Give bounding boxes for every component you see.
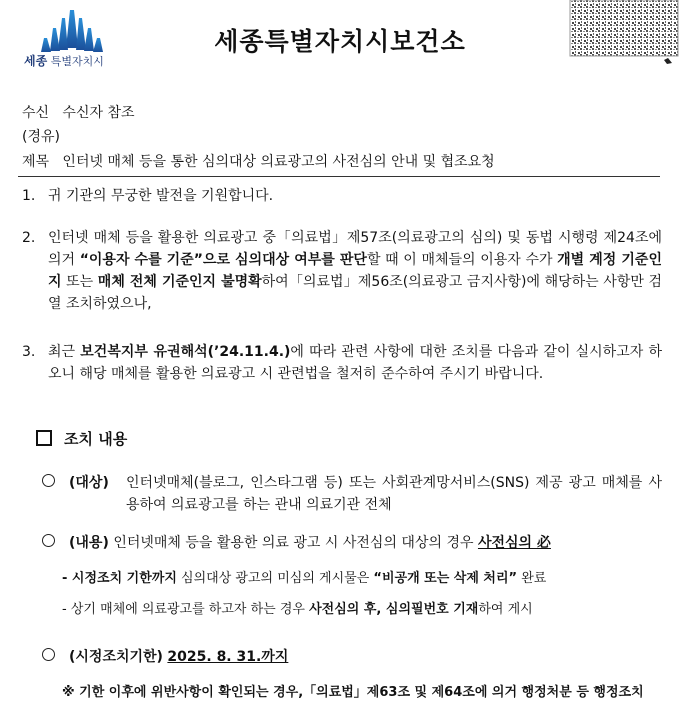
paragraph-3-number: 3. (22, 344, 36, 360)
paragraph-1-text: 귀 기관의 무궁한 발전을 기원합니다. (48, 188, 274, 204)
item-content-text: 인터넷매체 등을 활용한 의료 광고 시 사전심의 대상의 경우 (113, 535, 478, 551)
subject-line (22, 151, 495, 173)
circle-bullet-icon (42, 474, 55, 487)
section-heading-text: 조치 내용 (64, 430, 128, 448)
circle-bullet-icon (42, 534, 55, 547)
sub2-part-b: 사전심의 후, 심의필번호 기재 (309, 602, 479, 617)
item-content-emphasis: 사전심의 必 (477, 535, 551, 551)
p3-part-b: 보건복지부 유권해석(’24.11.4.) (80, 344, 291, 360)
paragraph-3-text (48, 341, 662, 385)
paragraph-2 (22, 227, 662, 315)
page-title: 세종특별자치시보건소 (214, 27, 466, 56)
p2-part-g: 하여「의료법」제56조(의료광고 금지사항)에 해당하는 사항만 검열 조치하였으나, (48, 274, 663, 312)
paragraph-3 (22, 341, 662, 385)
p2-part-a: 인터넷 매체 등을 활용한 의료광고 중「의료법」제57조(의료광고의 심의) 및 동법 시행령 제24조에 의거 (48, 230, 662, 268)
p3-part-a: 최근 (48, 344, 81, 360)
item-deadline (42, 646, 662, 668)
checkbox-square-icon (36, 430, 52, 446)
paragraph-1-number: 1. (22, 188, 36, 204)
item-target-text: 인터넷매체(블로그, 인스타그램 등) 또는 사회관계망서비스(SNS) 제공 광고 매체를 사용하여 의료광고를 하는 관내 의료기관 전체 (126, 475, 662, 513)
recipient-line (22, 102, 135, 124)
item-deadline-value: 2025. 8. 31.까지 (167, 649, 289, 665)
subject-label: 제목 (22, 154, 50, 170)
circle-bullet-icon (42, 648, 55, 661)
seal-stamp-icon (568, 0, 680, 64)
p2-part-b: “이용자 수를 기준”으로 심의대상 여부를 판단 (79, 252, 367, 268)
sub1-part-c: “비공개 또는 삭제 처리” (373, 571, 518, 586)
item-target-label: (대상) (69, 475, 109, 491)
sub1-part-a: - 시정조치 기한까지 (62, 571, 177, 586)
note-text: ※ 기한 이후에 위반사항이 확인되는 경우,「의료법」제63조 및 제64조에 의거 행정처분 등 행정조치 (62, 685, 644, 700)
p2-part-c: 할 때 이 매체들의 이용자 수가 (366, 252, 558, 268)
item-content-label: (내용) (69, 535, 109, 551)
paragraph-2-text (48, 227, 662, 315)
sub1-part-d: 완료 (517, 571, 547, 586)
recipient-label: 수신 (22, 105, 50, 121)
sub2-part-c: 하여 게시 (478, 602, 533, 617)
divider (18, 176, 660, 177)
recipient-value: 수신자 참조 (62, 105, 135, 121)
paragraph-2-number: 2. (22, 230, 36, 246)
logo-sub: 특별자치시 (50, 55, 104, 68)
sub2-part-a: - 상기 매체에 의료광고를 하고자 하는 경우 (62, 602, 310, 617)
p2-part-e: 또는 (61, 274, 98, 290)
logo-name: 세종 (24, 54, 48, 68)
p3-part-c: 에 따라 관련 사항에 대한 조치를 다음과 같이 실시하고자 하오니 해당 매체를 활용한 의료광고 시 관련법을 철저히 준수하여 주시기 바랍니다. (48, 344, 662, 382)
sub-item-2 (62, 599, 662, 621)
item-deadline-label: (시정조치기한) (69, 649, 163, 665)
subject-value: 인터넷 매체 등을 통한 심의대상 의료광고의 사전심의 안내 및 협조요청 (62, 154, 495, 170)
item-content (42, 532, 662, 554)
via-line: (경유) (22, 129, 60, 145)
sub1-part-b: 심의대상 광고의 미심의 게시물은 (176, 571, 374, 586)
paragraph-1 (22, 185, 662, 207)
section-heading (36, 428, 127, 450)
p2-part-d: 개별 계정 기준인지 (48, 252, 662, 290)
sub-item-1 (62, 568, 662, 590)
p2-part-f: 매체 전체 기준인지 불명확 (97, 274, 262, 290)
